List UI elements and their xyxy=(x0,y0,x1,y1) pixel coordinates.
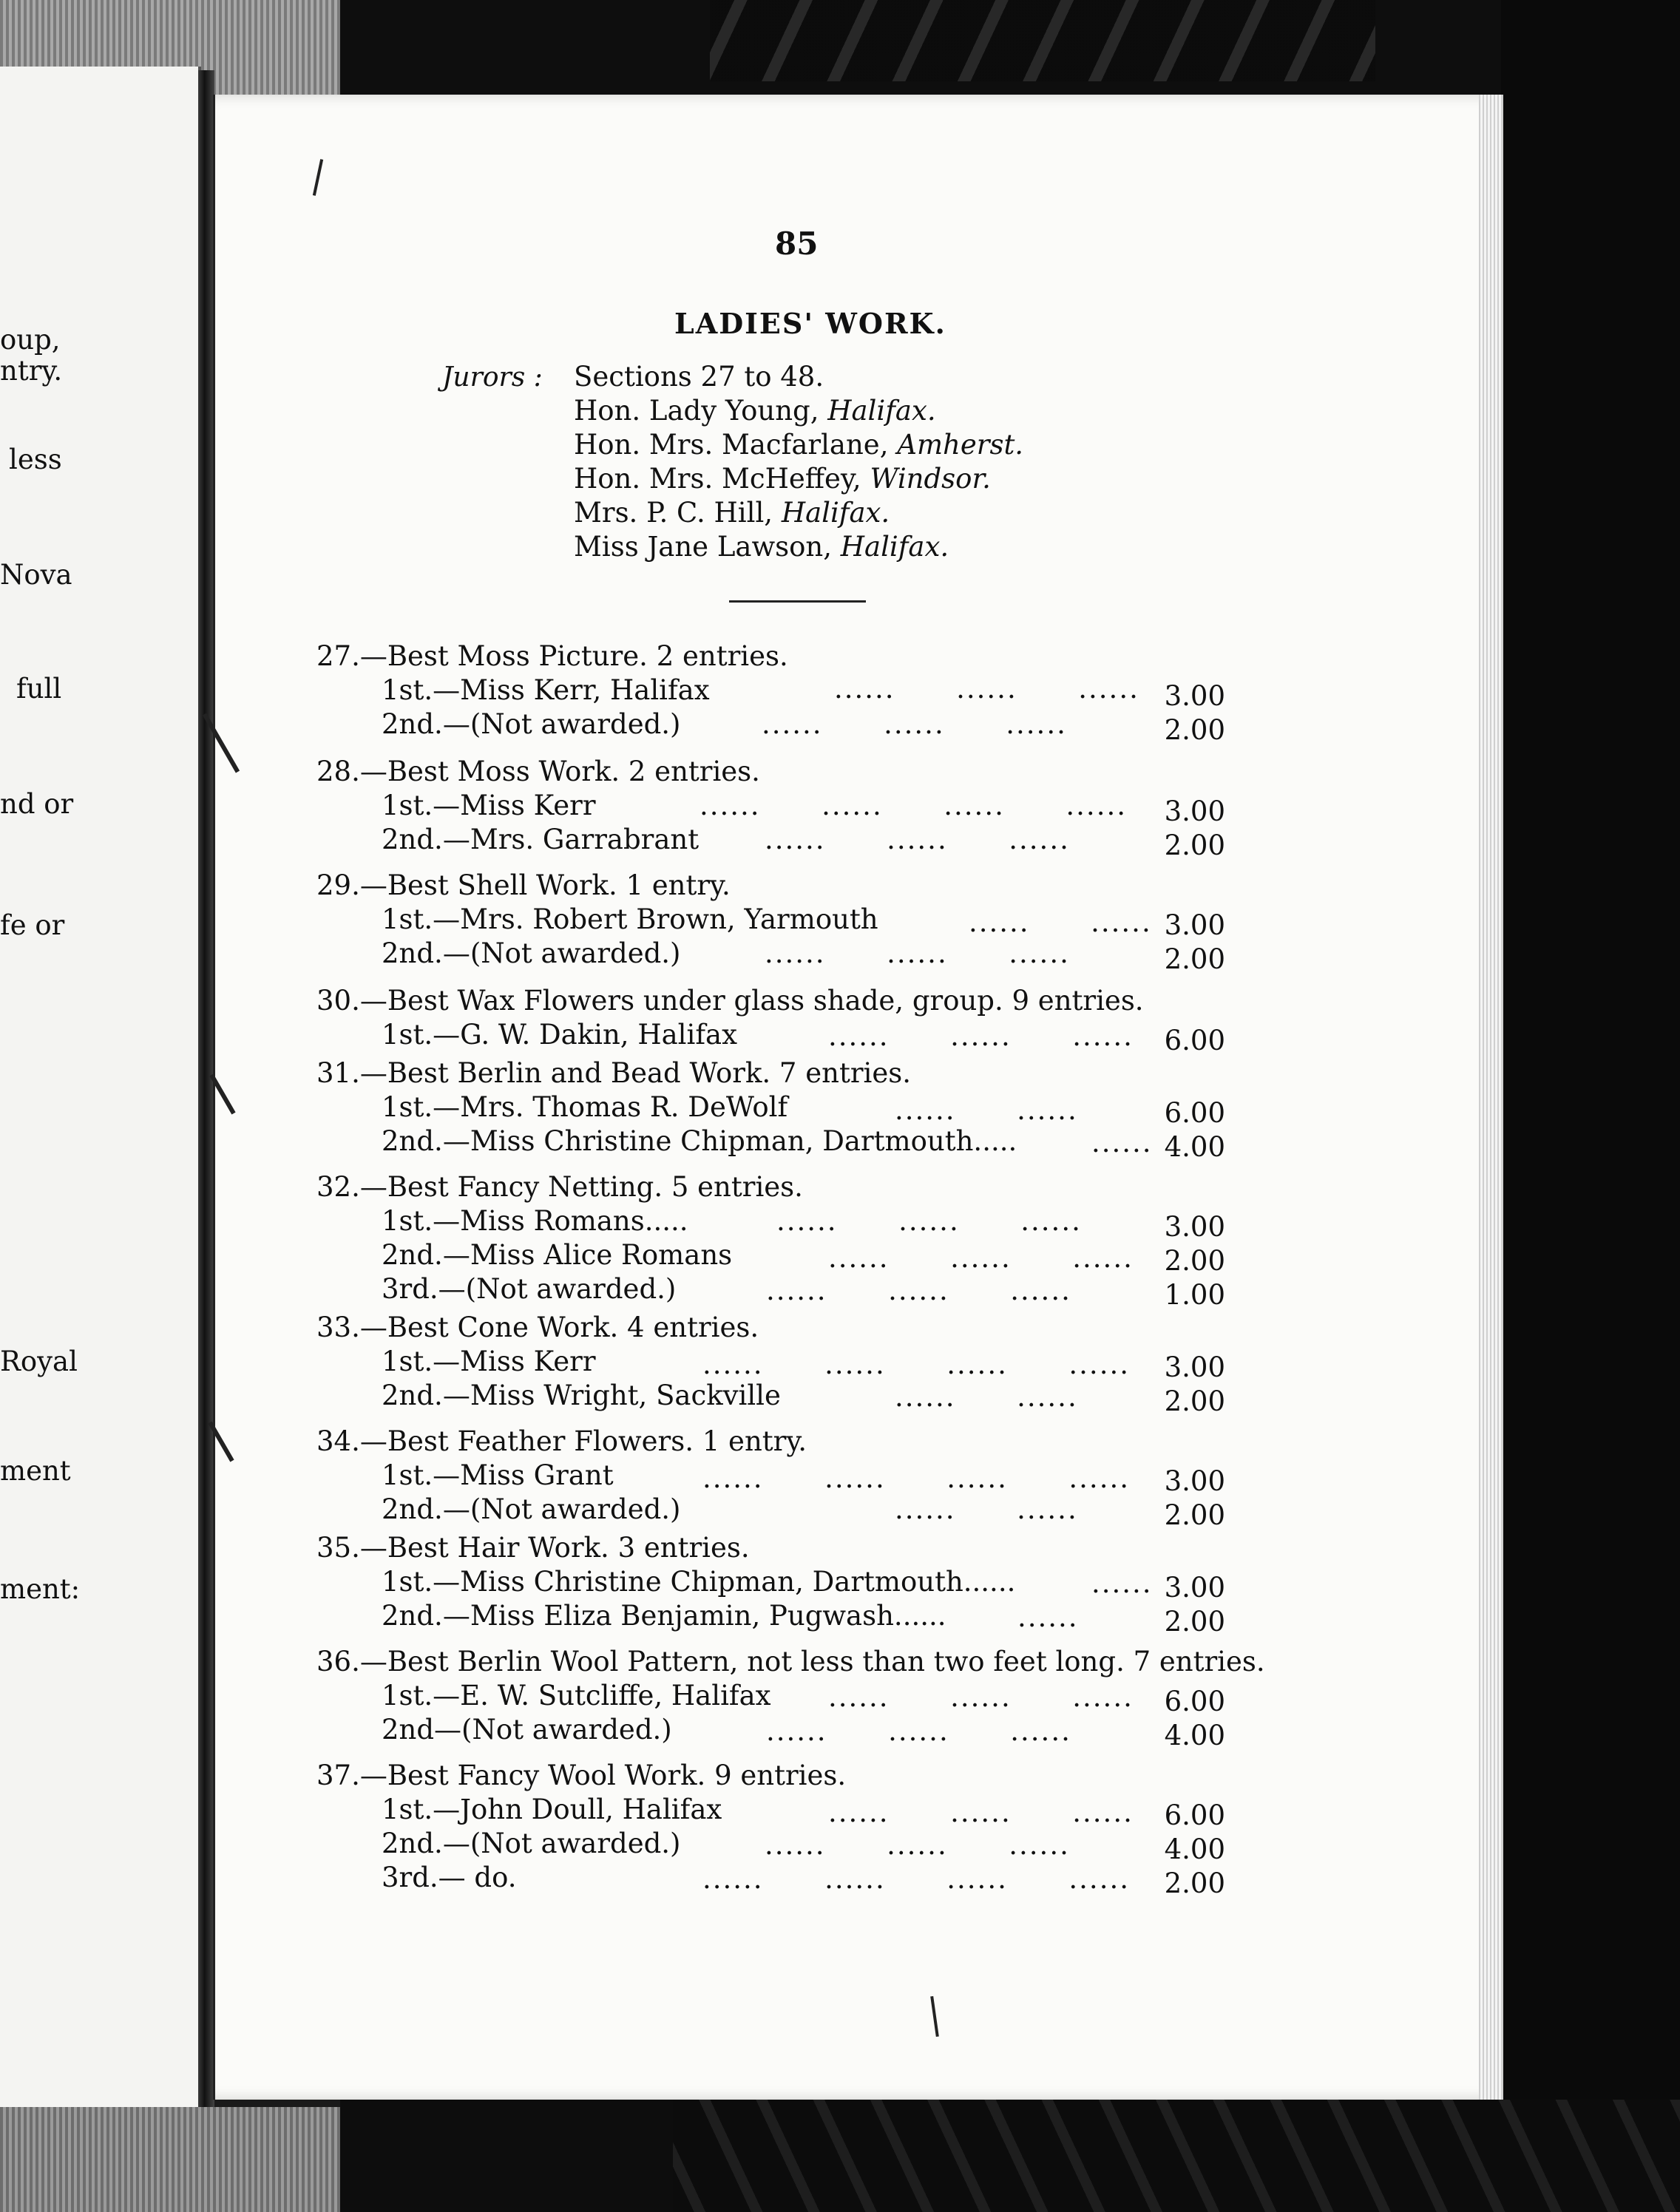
page-heading: LADIES' WORK. xyxy=(674,307,946,340)
award-line: 2nd.—Miss Alice Romans xyxy=(382,1239,733,1271)
award-line: 2nd.—Miss Wright, Sackville xyxy=(382,1380,781,1411)
award-amount: 3.00 xyxy=(1164,1465,1225,1497)
award-line: 1st.—G. W. Dakin, Halifax xyxy=(382,1019,737,1051)
leader-dots: ...... ...... ...... xyxy=(766,1715,1071,1747)
award-amount: 3.00 xyxy=(1164,1351,1225,1383)
award-line: 1st.—Miss Romans..... xyxy=(382,1205,688,1237)
leader-dots: ...... ...... ...... xyxy=(834,673,1139,705)
background-top xyxy=(340,0,1680,104)
award-amount: 3.00 xyxy=(1164,1211,1225,1243)
leader-dots: ...... ...... ...... xyxy=(828,1681,1134,1713)
award-line: 1st.—Miss Kerr xyxy=(382,790,596,821)
facing-text: oup, xyxy=(0,324,61,356)
award-line: 2nd.—(Not awarded.) xyxy=(382,1493,681,1525)
award-amount: 2.00 xyxy=(1164,1499,1225,1531)
award-line: 2nd.—Miss Eliza Benjamin, Pugwash...... xyxy=(382,1600,946,1632)
award-amount: 4.00 xyxy=(1164,1833,1225,1865)
award-amount: 4.00 xyxy=(1164,1131,1225,1163)
leader-dots: ...... ...... ...... xyxy=(776,1205,1082,1237)
facing-text: ment xyxy=(0,1455,71,1487)
juror-line: Miss Jane Lawson, Halifax. xyxy=(574,531,949,563)
award-line: 1st.—Mrs. Thomas R. DeWolf xyxy=(382,1091,788,1123)
section-title: 35.—Best Hair Work. 3 entries. xyxy=(316,1532,750,1564)
section-title: 32.—Best Fancy Netting. 5 entries. xyxy=(316,1171,803,1203)
section-rule xyxy=(729,600,866,603)
facing-text: ntry. xyxy=(0,355,63,387)
section-title: 29.—Best Shell Work. 1 entry. xyxy=(316,869,731,901)
award-line: 1st.—Miss Kerr, Halifax xyxy=(382,674,710,706)
facing-text: nd or xyxy=(0,788,74,820)
leader-dots: ...... ...... xyxy=(969,906,1152,938)
leader-dots: ...... ...... ...... ...... xyxy=(702,1348,1130,1380)
background-right xyxy=(1501,0,1680,2212)
leader-dots: ...... xyxy=(1091,1567,1153,1599)
award-amount: 3.00 xyxy=(1164,680,1225,712)
award-line: 1st.—Miss Kerr xyxy=(382,1346,596,1377)
book-spine xyxy=(198,70,214,2107)
leader-dots: ...... ...... ...... xyxy=(828,1242,1134,1274)
award-amount: 6.00 xyxy=(1164,1799,1225,1831)
facing-text: less xyxy=(9,444,62,475)
award-line: 2nd.—Miss Christine Chipman, Dartmouth..... xyxy=(382,1125,1017,1157)
award-line: 1st.—Mrs. Robert Brown, Yarmouth xyxy=(382,903,878,935)
section-title: 30.—Best Wax Flowers under glass shade, group. 9 entries. xyxy=(316,985,1144,1017)
award-amount: 6.00 xyxy=(1164,1686,1225,1717)
leader-dots: ...... ...... xyxy=(895,1381,1078,1413)
award-line: 2nd.—(Not awarded.) xyxy=(382,708,681,740)
leader-dots: ...... ...... xyxy=(895,1094,1078,1126)
section-title: 27.—Best Moss Picture. 2 entries. xyxy=(316,640,788,672)
award-amount: 3.00 xyxy=(1164,795,1225,827)
award-amount: 2.00 xyxy=(1164,1385,1225,1417)
juror-line: Hon. Mrs. Macfarlane, Amherst. xyxy=(574,429,1024,461)
background-bottom xyxy=(340,2100,1680,2212)
award-amount: 2.00 xyxy=(1164,1867,1225,1899)
leader-dots: ...... ...... ...... ...... xyxy=(702,1863,1130,1895)
award-line: 3rd.— do. xyxy=(382,1862,517,1893)
leader-dots: ...... ...... ...... xyxy=(765,1829,1070,1861)
section-title: 28.—Best Moss Work. 2 entries. xyxy=(316,756,760,787)
award-line: 2nd.—(Not awarded.) xyxy=(382,1828,681,1859)
award-line: 1st.—Miss Grant xyxy=(382,1459,614,1491)
award-amount: 1.00 xyxy=(1164,1279,1225,1311)
facing-text: ment: xyxy=(0,1573,81,1605)
section-title: 36.—Best Berlin Wool Pattern, not less than two feet long. 7 entries. xyxy=(316,1646,1265,1677)
page-edges xyxy=(1479,95,1501,2100)
award-amount: 2.00 xyxy=(1164,1245,1225,1277)
juror-line: Hon. Lady Young, Halifax. xyxy=(574,395,936,427)
award-line: 1st.—Miss Christine Chipman, Dartmouth...... xyxy=(382,1566,1016,1598)
leader-dots: ...... ...... ...... xyxy=(765,937,1070,969)
jurors-label: Jurors : xyxy=(442,362,543,393)
leader-dots: ...... ...... ...... xyxy=(766,1275,1071,1306)
award-line: 2nd.—Mrs. Garrabrant xyxy=(382,824,700,855)
section-title: 31.—Best Berlin and Bead Work. 7 entries. xyxy=(316,1057,911,1089)
facing-text: full xyxy=(16,673,62,705)
award-line: 1st.—John Doull, Halifax xyxy=(382,1794,722,1825)
award-amount: 2.00 xyxy=(1164,830,1225,861)
juror-line: Mrs. P. C. Hill, Halifax. xyxy=(574,497,890,529)
award-amount: 2.00 xyxy=(1164,943,1225,975)
facing-text: Royal xyxy=(0,1346,78,1377)
award-line: 2nd—(Not awarded.) xyxy=(382,1714,672,1745)
leader-dots: ...... xyxy=(1091,1127,1153,1158)
award-amount: 4.00 xyxy=(1164,1720,1225,1751)
leader-dots: ...... ...... ...... ...... xyxy=(702,1462,1130,1494)
award-amount: 6.00 xyxy=(1164,1025,1225,1056)
section-title: 33.—Best Cone Work. 4 entries. xyxy=(316,1312,759,1343)
award-amount: 3.00 xyxy=(1164,909,1225,941)
juror-line: Sections 27 to 48. xyxy=(574,361,824,393)
award-amount: 3.00 xyxy=(1164,1572,1225,1604)
leader-dots: ...... ...... ...... ...... xyxy=(700,790,1127,821)
award-amount: 2.00 xyxy=(1164,1606,1225,1638)
binding-cloth-bottom xyxy=(0,2107,340,2212)
page-number: 85 xyxy=(775,225,819,262)
leader-dots: ...... ...... ...... xyxy=(828,1020,1134,1052)
leader-dots: ...... xyxy=(1017,1601,1079,1633)
section-title: 34.—Best Feather Flowers. 1 entry. xyxy=(316,1425,807,1457)
leader-dots: ...... ...... ...... xyxy=(765,824,1070,855)
award-amount: 6.00 xyxy=(1164,1097,1225,1129)
award-line: 3rd.—(Not awarded.) xyxy=(382,1273,677,1305)
juror-line: Hon. Mrs. McHeffey, Windsor. xyxy=(574,463,991,495)
leader-dots: ...... ...... xyxy=(895,1493,1078,1525)
award-line: 2nd.—(Not awarded.) xyxy=(382,937,681,969)
leader-dots: ...... ...... ...... xyxy=(762,708,1067,740)
section-title: 37.—Best Fancy Wool Work. 9 entries. xyxy=(316,1760,847,1791)
award-amount: 2.00 xyxy=(1164,714,1225,746)
leader-dots: ...... ...... ...... xyxy=(828,1797,1134,1828)
award-line: 1st.—E. W. Sutcliffe, Halifax xyxy=(382,1680,771,1711)
facing-text: Nova xyxy=(0,559,72,591)
facing-page-fragment xyxy=(0,67,201,2107)
facing-text: fe or xyxy=(0,909,65,941)
